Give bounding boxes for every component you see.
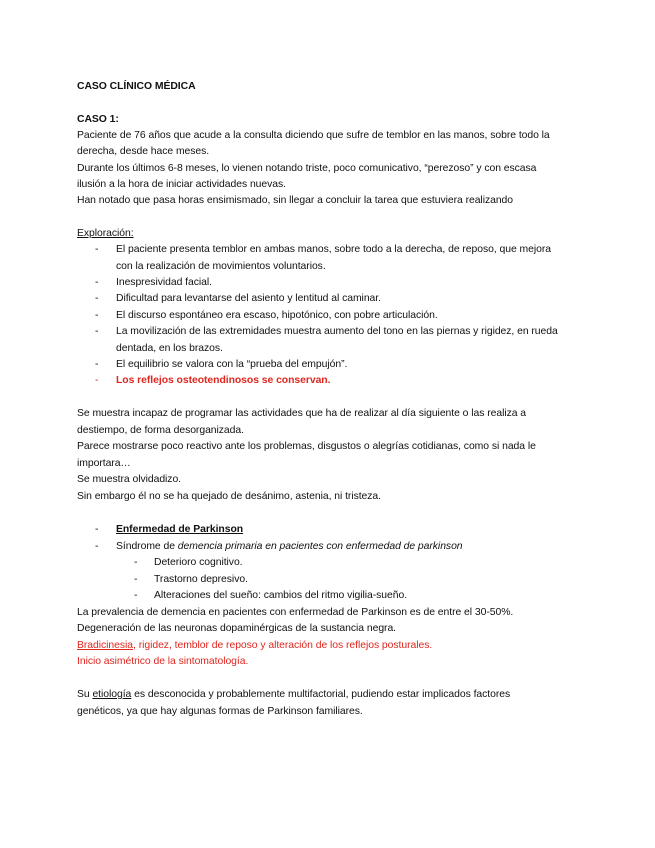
red-paragraph-line bbox=[77, 639, 432, 652]
sublist-bullet: - bbox=[134, 557, 138, 568]
list-bullet: - bbox=[95, 375, 99, 386]
paragraph-line: importara… bbox=[77, 458, 131, 469]
case-paragraph-line: derecha, desde hace meses. bbox=[77, 146, 210, 157]
exploration-heading: Exploración: bbox=[77, 228, 134, 239]
red-paragraph-line: Inicio asimétrico de la sintomatología. bbox=[77, 656, 249, 667]
etiology-rest: es desconocida y probablemente multifactorial, pudiendo estar implicados factores bbox=[131, 689, 511, 700]
paragraph-line: Sin embargo él no se ha quejado de desánimo, astenia, ni tristeza. bbox=[77, 491, 381, 502]
paragraph-line: Se muestra incapaz de programar las actividades que ha de realizar al día siguiente o las realiza a bbox=[77, 408, 527, 419]
paragraph-line: Parece mostrarse poco reactivo ante los problemas, disgustos o alegrías cotidianas, como si nada le bbox=[77, 441, 536, 452]
list-bullet: - bbox=[95, 244, 99, 255]
sublist-item: Alteraciones del sueño: cambios del ritmo vigilia-sueño. bbox=[154, 590, 408, 601]
diagnosis-item bbox=[116, 540, 463, 553]
list-bullet: - bbox=[95, 524, 99, 535]
paragraph-line: Degeneración de las neuronas dopaminérgicas de la sustancia negra. bbox=[77, 623, 397, 634]
list-bullet: - bbox=[95, 277, 99, 288]
list-item: Dificultad para levantarse del asiento y lentitud al caminar. bbox=[116, 293, 381, 304]
diagnosis-item: Enfermedad de Parkinson bbox=[116, 524, 244, 535]
etiology-line bbox=[77, 688, 510, 701]
case-heading: CASO 1: bbox=[77, 114, 119, 125]
sublist-item: Trastorno depresivo. bbox=[154, 574, 248, 585]
paragraph-line: destiempo, de forma desorganizada. bbox=[77, 425, 244, 436]
paragraph-line: La prevalencia de demencia en pacientes con enfermedad de Parkinson es de entre el 30-50%. bbox=[77, 607, 514, 618]
diagnosis-item-prefix: Síndrome de bbox=[116, 541, 178, 552]
list-item: La movilización de las extremidades muestra aumento del tono en las piernas y rigidez, en rueda bbox=[116, 326, 558, 337]
sublist-bullet: - bbox=[134, 590, 138, 601]
list-item: El equilibrio se valora con la “prueba del empujón”. bbox=[116, 359, 348, 370]
diagnosis-item-italic: demencia primaria en pacientes con enfermedad de parkinson bbox=[177, 541, 463, 552]
red-line-rest: , rigidez, temblor de reposo y alteración de los reflejos posturales. bbox=[133, 640, 433, 651]
bradicinesia-term: Bradicinesia bbox=[77, 640, 134, 651]
list-item: Inespresividad facial. bbox=[116, 277, 212, 288]
case-paragraph-line: Paciente de 76 años que acude a la consulta diciendo que sufre de temblor en las manos, sobre todo la bbox=[77, 130, 550, 141]
case-paragraph-line: Durante los últimos 6-8 meses, lo vienen notando triste, poco comunicativo, “perezoso” y con escasa bbox=[77, 163, 537, 174]
etiology-prefix: Su bbox=[77, 689, 93, 700]
list-item-continuation: con la realización de movimientos voluntarios. bbox=[116, 261, 326, 272]
list-bullet: - bbox=[95, 541, 99, 552]
list-item: El discurso espontáneo era escaso, hipotónico, con pobre articulación. bbox=[116, 310, 438, 321]
list-item: El paciente presenta temblor en ambas manos, sobre todo a la derecha, de reposo, que mejora bbox=[116, 244, 552, 255]
paragraph-line: Se muestra olvidadizo. bbox=[77, 474, 182, 485]
document-title: CASO CLÍNICO MÉDICA bbox=[77, 81, 196, 92]
list-bullet: - bbox=[95, 326, 99, 337]
etiology-line: genéticos, ya que hay algunas formas de Parkinson familiares. bbox=[77, 706, 363, 717]
etiology-term: etiología bbox=[92, 689, 132, 700]
list-bullet: - bbox=[95, 310, 99, 321]
case-paragraph-line: Han notado que pasa horas ensimismado, sin llegar a concluir la tarea que estuviera realizando bbox=[77, 195, 514, 206]
case-paragraph-line: ilusión a la hora de iniciar actividades nuevas. bbox=[77, 179, 287, 190]
list-item-highlighted: Los reflejos osteotendinosos se conservan. bbox=[116, 375, 331, 386]
sublist-item: Deterioro cognitivo. bbox=[154, 557, 243, 568]
list-bullet: - bbox=[95, 359, 99, 370]
list-bullet: - bbox=[95, 293, 99, 304]
sublist-bullet: - bbox=[134, 574, 138, 585]
list-item-continuation: dentada, en los brazos. bbox=[116, 343, 223, 354]
